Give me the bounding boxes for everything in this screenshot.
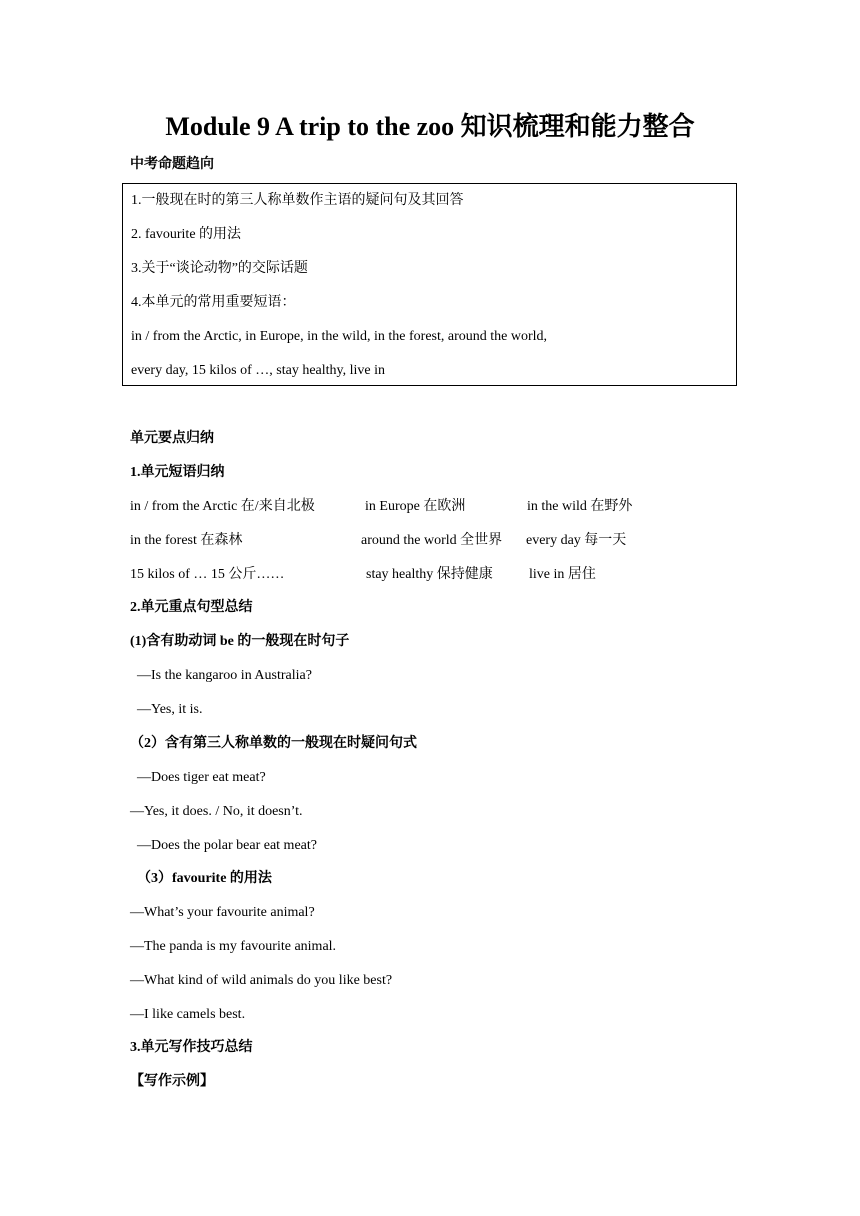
example-line: —I like camels best. — [130, 1007, 246, 1022]
exam-trends-box — [122, 183, 737, 386]
example-line: —Does the polar bear eat meat? — [137, 838, 317, 853]
phrase-cell: 15 kilos of … 15 公斤…… — [130, 567, 285, 582]
example-line: —Is the kangaroo in Australia? — [137, 668, 312, 683]
section-1-heading: (1)含有助动词 be 的一般现在时句子 — [130, 634, 350, 649]
phrase-cell: in the forest 在森林 — [130, 533, 243, 548]
phrase-cell: in / from the Arctic 在/来自北极 — [130, 499, 315, 514]
phrase-cell: around the world 全世界 — [361, 533, 503, 548]
writing-example-label: 【写作示例】 — [130, 1074, 214, 1089]
trend-item: 1.一般现在时的第三人称单数作主语的疑问句及其回答 — [131, 193, 464, 208]
page-title: Module 9 A trip to the zoo 知识梳理和能力整合 — [165, 112, 695, 141]
trend-item: 4.本单元的常用重要短语： — [131, 295, 296, 310]
phrase-cell: live in 居住 — [529, 567, 596, 582]
phrases-heading: 1.单元短语归纳 — [130, 465, 225, 480]
writing-heading: 3.单元写作技巧总结 — [130, 1040, 253, 1055]
trend-item: 3.关于“谈论动物”的交际话题 — [131, 261, 308, 276]
trend-item: 2. favourite 的用法 — [131, 227, 242, 242]
example-line: —What kind of wild animals do you like best? — [130, 973, 393, 988]
exam-trends-heading: 中考命题趋向 — [130, 157, 214, 172]
example-line: —Yes, it does. / No, it doesn’t. — [130, 804, 303, 819]
summary-heading: 单元要点归纳 — [130, 431, 214, 446]
example-line: —What’s your favourite animal? — [130, 905, 315, 920]
example-line: —Does tiger eat meat? — [137, 770, 266, 785]
phrase-cell: in the wild 在野外 — [527, 499, 633, 514]
trend-item: in / from the Arctic, in Europe, in the wild, in the forest, around the world, — [131, 329, 548, 344]
example-line: —The panda is my favourite animal. — [130, 939, 337, 954]
example-line: —Yes, it is. — [137, 702, 203, 717]
phrase-cell: in Europe 在欧洲 — [365, 499, 466, 514]
sentences-heading: 2.单元重点句型总结 — [130, 600, 253, 615]
phrase-cell: stay healthy 保持健康 — [366, 567, 493, 582]
section-2-heading: （2）含有第三人称单数的一般现在时疑问句式 — [130, 736, 417, 751]
phrase-cell: every day 每一天 — [526, 533, 627, 548]
section-3-heading: （3）favourite 的用法 — [137, 871, 272, 886]
trend-item: every day, 15 kilos of …, stay healthy, live in — [131, 363, 386, 378]
